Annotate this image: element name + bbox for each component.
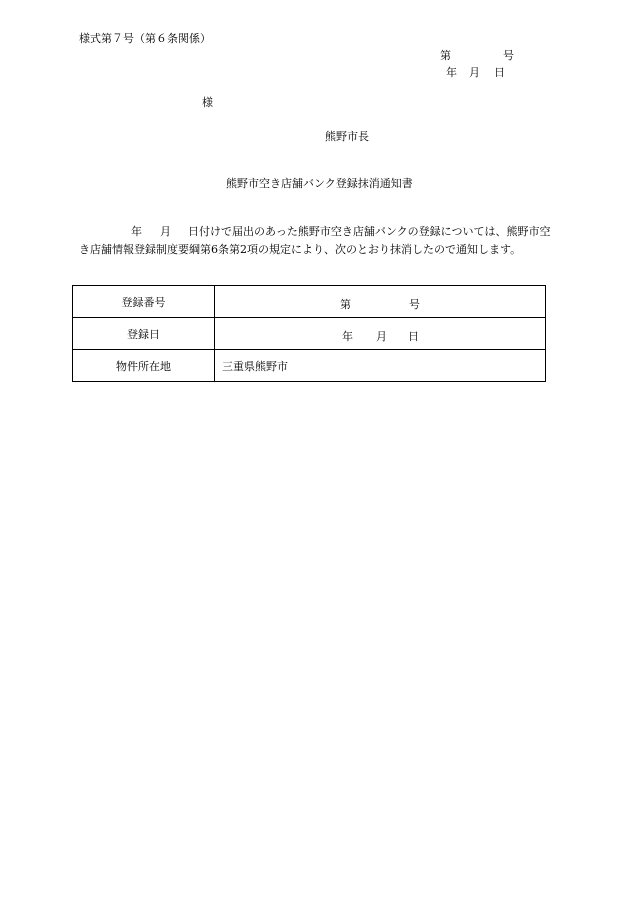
form-label: 様式第７号（第６条関係） — [79, 32, 211, 45]
body-year-unit: 年 — [131, 225, 142, 238]
registration-date-year-unit: 年 — [342, 329, 353, 343]
registration-date-label: 登録日 — [73, 318, 215, 350]
registration-number-value — [215, 286, 546, 318]
body-month-unit: 月 — [160, 225, 171, 238]
document-number-suffix: 号 — [503, 49, 514, 62]
registration-date-month-unit: 月 — [376, 329, 387, 343]
sender-name: 熊野市長 — [325, 130, 369, 143]
document-date — [446, 67, 505, 78]
registration-date-day-unit: 日 — [408, 329, 419, 343]
document-number-prefix: 第 — [440, 49, 451, 62]
registration-number-label: 登録番号 — [73, 286, 215, 318]
property-location-label: 物件所在地 — [73, 350, 215, 382]
registration-info-table — [72, 285, 546, 382]
recipient-honorific: 様 — [202, 96, 213, 109]
body-text: 日付けで届出のあった熊野市空き店舗バンクの登録については、熊野市空き店舗情報登録制度要綱第6条第2項の規定により、次のとおり抹消したので通知します。 — [79, 225, 551, 256]
document-title: 熊野市空き店舗バンク登録抹消通知書 — [226, 177, 413, 190]
property-location-value — [215, 350, 546, 382]
registration-number-suffix: 号 — [409, 297, 420, 311]
property-location-text: 三重県熊野市 — [222, 359, 288, 373]
table-row — [73, 286, 546, 318]
table-row — [73, 318, 546, 350]
table-row — [73, 350, 546, 382]
document-date-day-unit: 日 — [494, 66, 505, 79]
document-date-year-unit: 年 — [446, 66, 457, 79]
document-date-month-unit: 月 — [469, 66, 480, 79]
registration-number-prefix: 第 — [340, 297, 351, 311]
registration-date-value — [215, 318, 546, 350]
body-paragraph — [79, 223, 551, 259]
